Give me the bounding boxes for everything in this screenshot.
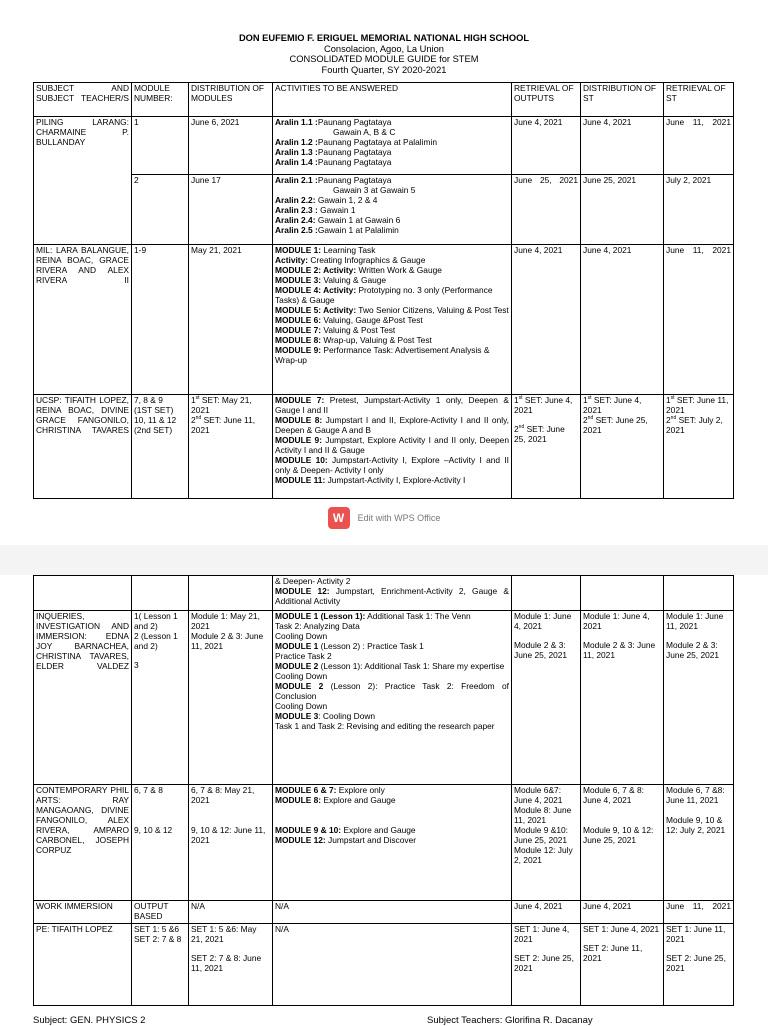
activity-line: Practice Task 2 <box>275 651 332 661</box>
set-2-line: 2nd SET: June 25, 2021 <box>514 424 565 444</box>
footer-subject: Subject: GEN. PHYSICS 2 <box>33 1015 146 1026</box>
activity-line: MODULE 12: Jumpstart, Enrichment-Activity 2, Gauge & Additional Activity <box>275 586 509 606</box>
wps-edit-banner[interactable] <box>0 507 768 533</box>
set-1-line: 1st SET: May 21, 2021 <box>191 395 252 415</box>
retrieval-st-cell: July 2, 2021 <box>664 175 734 245</box>
activity-line: Aralin 1.3 :Paunang Pagtataya <box>275 147 392 157</box>
retrieval-line: Module 8: June 11, 2021 <box>514 805 572 825</box>
distribution-line: Module 2 & 3: June 11, 2021 <box>191 631 264 651</box>
distribution-cell <box>189 924 273 1006</box>
module-line: 3 <box>134 660 139 670</box>
table-row <box>34 924 734 1006</box>
retrieval-line: SET 2: June 25, 2021 <box>514 953 574 973</box>
module-cell <box>132 924 189 1006</box>
retrieval-cell: June 4, 2021 <box>512 245 581 395</box>
retrieval-line: SET 1: June 4, 2021 <box>514 924 570 944</box>
retrieval-st-line: SET 1: June 11, 2021 <box>666 924 726 944</box>
subject-cell: PE: TIFAITH LOPEZ <box>34 924 132 1006</box>
col-header-activities: ACTIVITIES TO BE ANSWERED <box>273 83 512 117</box>
activity-line: Task 1 and Task 2: Revising and editing the research paper <box>275 721 495 731</box>
subject-cell: PILING LARANG: CHARMAINE P. BULLANDAY <box>34 117 132 245</box>
table-row <box>34 395 734 499</box>
distribution-st-cell <box>581 611 664 785</box>
activity-line: MODULE 6 & 7: Explore only <box>275 785 385 795</box>
activity-line: Aralin 2.4: Gawain 1 at Gawain 6 <box>275 215 401 225</box>
activity-line: MODULE 6: Valuing, Gauge &Post Test <box>275 315 423 325</box>
distribution-st-cell: June 4, 2021 <box>581 117 664 175</box>
module-cell: 1-9 <box>132 245 189 395</box>
module-cell: 2 <box>132 175 189 245</box>
subject-cell: INQUERIES, INVESTIGATION AND IMMERSION: EDNA JOY BARNACHEA, CHRISTINA TAVARES, ELDER VALDEZ <box>34 611 132 785</box>
activities-cell: N/A <box>273 924 512 1006</box>
distribution-line: Module 1: May 21, 2021 <box>191 611 260 631</box>
activities-cell <box>273 611 512 785</box>
activity-line: Cooling Down <box>275 631 328 641</box>
activity-line: Aralin 1.2 :Paunang Pagtataya at Palalimin <box>275 137 438 147</box>
module-line: 2 (Lesson 1 and 2) <box>134 631 178 651</box>
subject-cell: UCSP: TIFAITH LOPEZ, REINA BOAC, DIVINE GRACE FANGONILO, CHRISTINA TAVARES <box>34 395 132 499</box>
activities-cell <box>273 245 512 395</box>
col-header-retrieval: RETRIEVAL OF OUTPUTS <box>512 83 581 117</box>
retrieval-line: Module 9 &10: June 25, 2021 <box>514 825 569 845</box>
distribution-st-line: Module 6, 7 & 8: June 4, 2021 <box>583 785 644 805</box>
activity-line: Cooling Down <box>275 671 328 681</box>
module-cell <box>132 611 189 785</box>
retrieval-cell <box>512 395 581 499</box>
retrieval-st-line: SET 2: June 25, 2021 <box>666 953 726 973</box>
col-header-retrieval-st: RETRIEVAL OF ST <box>664 83 734 117</box>
distribution-st-cell: June 4, 2021 <box>581 901 664 924</box>
module-cell: 1 <box>132 117 189 175</box>
subject-cell: CONTEMPORARY PHIL ARTS: RAY MANGAOANG, DIVINE FANGONILO, ALEX RIVERA, AMPARO CARBONEL, JOSEPH CORPUZ <box>34 785 132 901</box>
distribution-st-line: Module 1: June 4, 2021 <box>583 611 650 631</box>
retrieval-st-line: Module 6, 7 &8: June 11, 2021 <box>666 785 725 805</box>
distribution-st-line: SET 2: June 11, 2021 <box>583 943 643 963</box>
activities-cell <box>273 395 512 499</box>
activities-cell: N/A <box>273 901 512 924</box>
distribution-st-cell <box>581 785 664 901</box>
retrieval-cell: June 25, 2021 <box>512 175 581 245</box>
activity-line: MODULE 2: Activity: Written Work & Gauge <box>275 265 442 275</box>
retrieval-st-line: Module 1: June 11, 2021 <box>666 611 724 631</box>
set-1-line: 1st SET: June 11, 2021 <box>666 395 729 415</box>
module-cell <box>132 395 189 499</box>
distribution-st-cell: June 4, 2021 <box>581 245 664 395</box>
activities-cell <box>273 175 512 245</box>
module-line: 1( Lesson 1 and 2) <box>134 611 178 631</box>
activities-cell <box>273 117 512 175</box>
distribution-st-cell <box>581 395 664 499</box>
distribution-st-cell <box>581 576 664 611</box>
distribution-cell <box>189 576 273 611</box>
activity-line: MODULE 8: Jumpstart I and II, Explore-Activity I and II only, Deepen & Gauge A and B <box>275 415 509 435</box>
set-2-line: 2nd SET: June 25, 2021 <box>583 415 648 435</box>
distribution-cell: N/A <box>189 901 273 924</box>
activity-line: MODULE 10: Jumpstart-Activity I, Explore –Activity I and II only & Deepen- Activity I only <box>275 455 509 475</box>
activity-line: Task 2: Analyzing Data <box>275 621 360 631</box>
footer-teachers: Subject Teachers: Glorifina R. Dacanay <box>427 1015 593 1026</box>
activity-line: MODULE 11: Jumpstart-Activity I, Explore-Activity I <box>275 475 466 485</box>
activity-line: MODULE 7: Valuing & Post Test <box>275 325 396 335</box>
table-row <box>34 175 734 245</box>
module-set-1: 7, 8 & 9 <box>134 395 163 405</box>
distribution-line: SET 1: 5 &6: May 21, 2021 <box>191 924 257 944</box>
set-2-line: 2nd SET: July 2, 2021 <box>666 415 723 435</box>
wps-edit-link[interactable]: Edit with WPS Office <box>357 513 441 523</box>
retrieval-st-cell: June 11, 2021 <box>664 117 734 175</box>
activity-line: Aralin 1.1 :Paunang Pagtataya <box>275 117 392 127</box>
col-header-distribution-st: DISTRIBUTION OF ST <box>581 83 664 117</box>
page-gap <box>0 545 768 575</box>
retrieval-line: Module 6&7: June 4, 2021 <box>514 785 563 805</box>
activity-line: Aralin 2.1 :Paunang Pagtataya <box>275 175 392 185</box>
distribution-st-line: Module 9, 10 & 12: June 25, 2021 <box>583 825 654 845</box>
module-cell <box>132 576 189 611</box>
table-row <box>34 611 734 785</box>
activity-line: Cooling Down <box>275 701 328 711</box>
activity-line: MODULE 2 (Lesson 1): Additional Task 1: Share my expertise <box>275 661 505 671</box>
retrieval-cell: June 4, 2021 <box>512 117 581 175</box>
distribution-cell <box>189 395 273 499</box>
activity-line: MODULE 3: Valuing & Gauge <box>275 275 387 285</box>
activities-cell <box>273 576 512 611</box>
col-header-module: MODULE NUMBER: <box>132 83 189 117</box>
module-line: SET 1: 5 &6 <box>134 924 180 934</box>
table-row <box>34 576 734 611</box>
activity-line: MODULE 1: Learning Task <box>275 245 376 255</box>
activity-line: MODULE 8: Explore and Gauge <box>275 795 396 805</box>
subject-cell: MIL: LARA BALANGUE, REINA BOAC, GRACE RIVERA AND ALEX RIVERA II <box>34 245 132 395</box>
table-row <box>34 245 734 395</box>
distribution-st-line: Module 2 & 3: June 11, 2021 <box>583 640 656 660</box>
retrieval-st-cell <box>664 576 734 611</box>
set-1-line: 1st SET: June 4, 2021 <box>514 395 573 415</box>
activity-line: MODULE 9: Jumpstart, Explore Activity I and II only, Deepen Activity I and II & Gauge <box>275 435 509 455</box>
table-header-row <box>34 83 734 117</box>
subject-cell: WORK IMMERSION <box>34 901 132 924</box>
activity-line: MODULE 8: Wrap-up, Valuing & Post Test <box>275 335 432 345</box>
activity-line: Gawain A, B & C <box>333 127 396 137</box>
activities-cell <box>273 785 512 901</box>
activity-line: Aralin 2.2: Gawain 1, 2 & 4 <box>275 195 378 205</box>
retrieval-st-cell: June 11, 2021 <box>664 245 734 395</box>
activity-line: Gawain 3 at Gawain 5 <box>333 185 416 195</box>
activity-line: MODULE 3: Cooling Down <box>275 711 376 721</box>
activity-line: Aralin 2.5 :Gawain 1 at Palalimin <box>275 225 399 235</box>
retrieval-st-cell <box>664 611 734 785</box>
activity-line: & Deepen- Activity 2 <box>275 576 351 586</box>
document-period: Fourth Quarter, SY 2020-2021 <box>321 64 447 75</box>
module-set-2: 10, 11 & 12 <box>134 415 177 425</box>
module-guide-table <box>33 82 734 499</box>
module-set-1-note: (1ST SET) <box>134 405 174 415</box>
col-header-subject: SUBJECT AND SUBJECT TEACHER/S <box>34 83 132 117</box>
distribution-line: 6, 7 & 8: May 21, 2021 <box>191 785 255 805</box>
activity-line: MODULE 9 & 10: Explore and Gauge <box>275 825 416 835</box>
retrieval-line: Module 2 & 3: June 25, 2021 <box>514 640 568 660</box>
retrieval-st-line: Module 9, 10 & 12: July 2, 2021 <box>666 815 726 835</box>
distribution-line: SET 2: 7 & 8: June 11, 2021 <box>191 953 262 973</box>
module-line: 6, 7 & 8 <box>134 785 163 795</box>
document-title: CONSOLIDATED MODULE GUIDE for STEM <box>289 54 479 65</box>
activity-line: Aralin 1.4 :Paunang Pagtataya <box>275 157 392 167</box>
table-row <box>34 117 734 175</box>
retrieval-st-cell <box>664 785 734 901</box>
module-cell: OUTPUT BASED <box>132 901 189 924</box>
activity-line: MODULE 12: Jumpstart and Discover <box>275 835 417 845</box>
distribution-cell: May 21, 2021 <box>189 245 273 395</box>
retrieval-st-cell: June 11, 2021 <box>664 901 734 924</box>
activity-line: MODULE 4: Activity: Prototyping no. 3 only (Performance Tasks) & Gauge <box>275 285 493 305</box>
retrieval-st-cell <box>664 924 734 1006</box>
distribution-st-cell: June 25, 2021 <box>581 175 664 245</box>
retrieval-st-line: Module 2 & 3: June 25, 2021 <box>666 640 720 660</box>
distribution-st-line: SET 1: June 4, 2021 <box>583 924 660 934</box>
distribution-cell <box>189 785 273 901</box>
activity-line: MODULE 7: Pretest, Jumpstart-Activity 1 only, Deepen & Gauge I and II <box>275 395 509 415</box>
retrieval-st-cell <box>664 395 734 499</box>
distribution-cell: June 17 <box>189 175 273 245</box>
table-row <box>34 901 734 924</box>
activity-line: MODULE 2 (Lesson 2): Practice Task 2: Freedom of Conclusion <box>275 681 509 701</box>
activity-line: Aralin 2.3 : Gawain 1 <box>275 205 356 215</box>
col-header-distribution: DISTRIBUTION OF MODULES <box>189 83 273 117</box>
retrieval-cell <box>512 785 581 901</box>
retrieval-cell <box>512 576 581 611</box>
activity-line: MODULE 5: Activity: Two Senior Citizens, Valuing & Post Test <box>275 305 509 315</box>
document-header <box>0 33 768 75</box>
subject-cell <box>34 576 132 611</box>
module-cell <box>132 785 189 901</box>
retrieval-cell <box>512 924 581 1006</box>
distribution-st-cell <box>581 924 664 1006</box>
set-2-line: 2nd SET: June 11, 2021 <box>191 415 256 435</box>
module-set-2-note: (2nd SET) <box>134 425 173 435</box>
document-page-2 <box>0 575 768 1024</box>
distribution-line: 9, 10 & 12: June 11, 2021 <box>191 825 266 845</box>
retrieval-line: Module 1: June 4, 2021 <box>514 611 572 631</box>
retrieval-cell: June 4, 2021 <box>512 901 581 924</box>
retrieval-cell <box>512 611 581 785</box>
activity-line: MODULE 1 (Lesson 2) : Practice Task 1 <box>275 641 424 651</box>
activity-line: Activity: Creating Infographics & Gauge <box>275 255 426 265</box>
wps-office-icon[interactable]: W <box>328 507 350 529</box>
module-line: 9, 10 & 12 <box>134 825 173 835</box>
activity-line: MODULE 1 (Lesson 1): Additional Task 1: The Venn <box>275 611 471 621</box>
set-1-line: 1st SET: June 4, 2021 <box>583 395 642 415</box>
module-line: SET 2: 7 & 8 <box>134 934 182 944</box>
table-row <box>34 785 734 901</box>
distribution-cell <box>189 611 273 785</box>
distribution-cell: June 6, 2021 <box>189 117 273 175</box>
retrieval-line: Module 12: July 2, 2021 <box>514 845 573 865</box>
activity-line: MODULE 9: Performance Task: Advertisement Analysis & Wrap-up <box>275 345 490 365</box>
school-address: Consolacion, Agoo, La Union <box>324 43 444 54</box>
school-name: DON EUFEMIO F. ERIGUEL MEMORIAL NATIONAL HIGH SCHOOL <box>238 33 530 43</box>
module-guide-table-continued <box>33 575 734 1006</box>
